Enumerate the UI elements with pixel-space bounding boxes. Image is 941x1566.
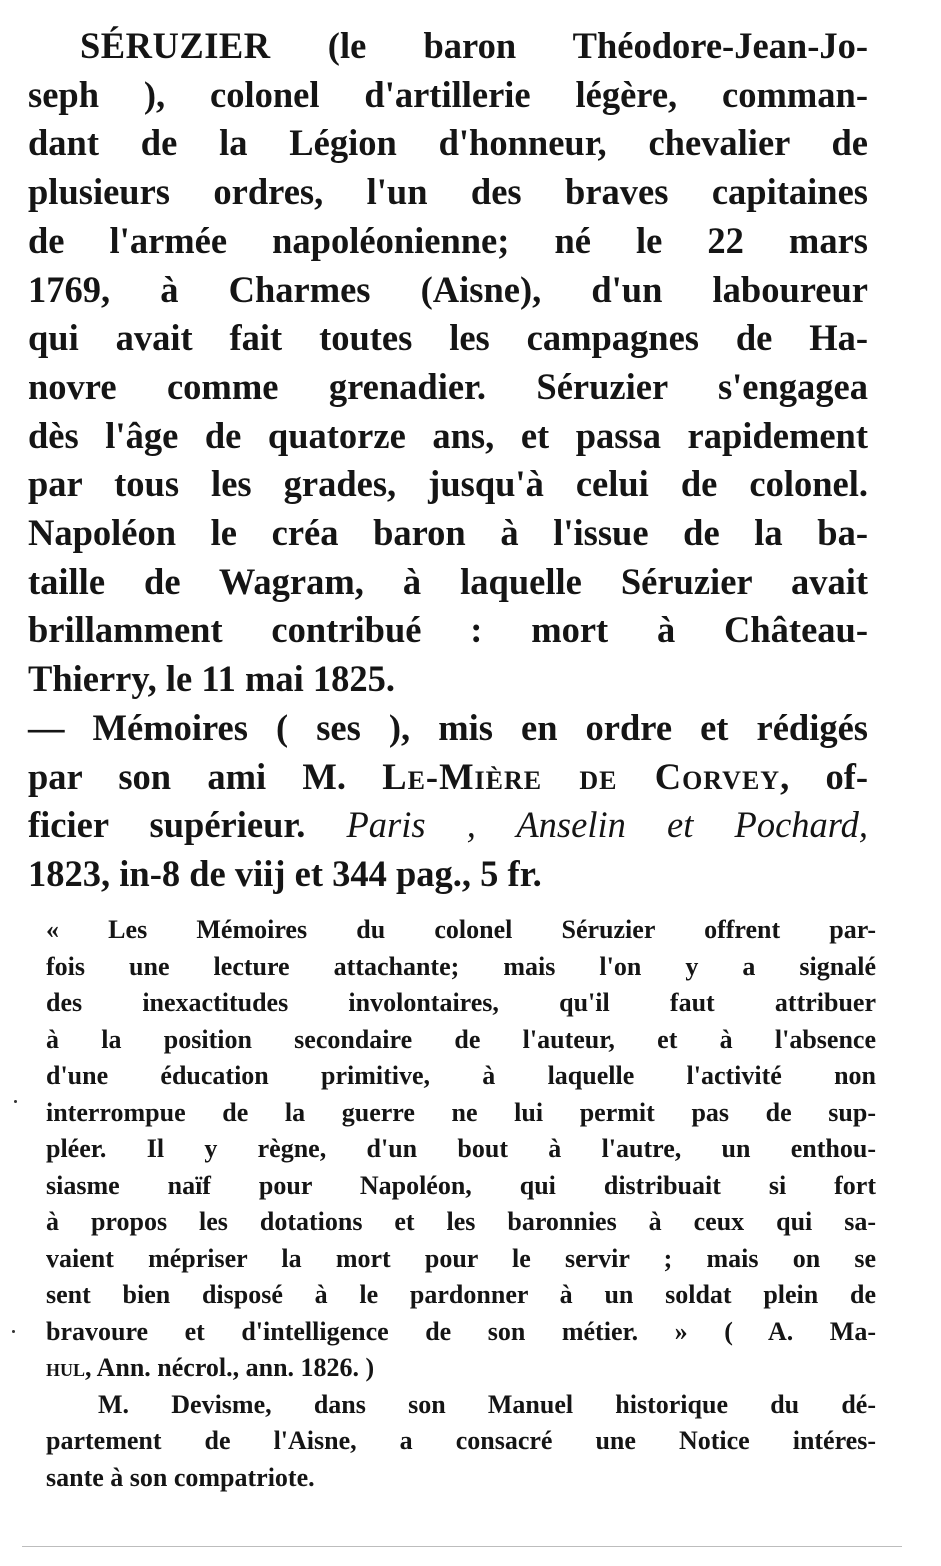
work-citation	[28, 704, 868, 899]
text-line: 1823, in-8 de viij et 344 pag., 5 fr.	[28, 852, 542, 894]
quote-line: « Les Mémoires du colonel Séruzier offrent par-	[46, 915, 876, 944]
page-edge-line	[22, 1546, 902, 1547]
biography-paragraph	[28, 22, 868, 704]
note-line: sante à son compatriote.	[46, 1462, 315, 1492]
imprint: Paris , Anselin et Pochard,	[346, 804, 868, 846]
text-line: brillamment contribué : mort à Château-	[28, 609, 868, 651]
review-quote	[46, 912, 876, 1496]
text-line: taille de Wagram, à laquelle Séruzier avait	[28, 560, 868, 602]
text-line: seph ), colonel d'artillerie légère, comman-	[28, 73, 868, 115]
text-line: SÉRUZIER (le baron Théodore-Jean-Jo-	[80, 25, 868, 66]
text-line: plusieurs ordres, l'un des braves capitaines	[28, 171, 868, 213]
citation-author: hul	[46, 1353, 86, 1382]
text-line: novre comme grenadier. Séruzier s'engagea	[28, 365, 868, 407]
scan-speck	[14, 1100, 17, 1103]
text-line: par son ami M. Le-Mière de Corvey, of-	[28, 755, 869, 797]
text-line: 1769, à Charmes (Aisne), d'un laboureur	[28, 268, 868, 310]
author-name: Le-Mière de Corvey	[382, 755, 781, 797]
text-line: dès l'âge de quatorze ans, et passa rapidement	[28, 414, 868, 456]
quote-line: fois une lecture attachante; mais l'on y a signalé	[46, 951, 876, 981]
quote-line: pléer. Il y règne, d'un bout à l'autre, un enthou-	[46, 1134, 876, 1163]
quote-line: des inexactitudes involontaires, qu'il faut attribuer	[46, 988, 876, 1017]
text-line: qui avait fait toutes les campagnes de Ha-	[28, 317, 868, 359]
quote-line: à propos les dotations et les baronnies à ceux qui sa-	[46, 1207, 876, 1236]
quote-line: d'une éducation primitive, à laquelle l'activité non	[46, 1061, 876, 1090]
text-line: Thierry, le 11 mai 1825.	[28, 658, 395, 700]
text-line: par tous les grades, jusqu'à celui de colonel.	[28, 463, 868, 505]
scan-speck	[12, 1330, 15, 1333]
quote-line: bravoure et d'intelligence de son métier. » ( A. Ma-	[46, 1316, 876, 1346]
note-line: partement de l'Aisne, a consacré une Notice intéres-	[46, 1426, 876, 1455]
note-line: M. Devisme, dans son Manuel historique du dé-	[98, 1389, 876, 1419]
headword: SÉRUZIER	[80, 25, 271, 66]
biography-entry	[28, 22, 868, 899]
quote-line: siasme naïf pour Napoléon, qui distribuait si fort	[46, 1170, 876, 1200]
quote-line: sent bien disposé à le pardonner à un soldat plein de	[46, 1280, 876, 1309]
text-line: Napoléon le créa baron à l'issue de la ba-	[28, 512, 868, 554]
text-line: de l'armée napoléonienne; né le 22 mars	[28, 219, 868, 261]
quote-line: à la position secondaire de l'auteur, et à l'absence	[46, 1024, 876, 1054]
citation-line: hul, Ann. nécrol., ann. 1826. )	[46, 1353, 375, 1382]
text-line: — Mémoires ( ses ), mis en ordre et rédigés	[28, 706, 868, 748]
quote-line: vaient mépriser la mort pour le servir ; mais on se	[46, 1243, 876, 1273]
text-line: ficier supérieur. Paris , Anselin et Pochard,	[28, 804, 868, 846]
text-line: dant de la Légion d'honneur, chevalier de	[28, 122, 868, 164]
quote-line: interrompue de la guerre ne lui permit pas de sup-	[46, 1097, 876, 1127]
